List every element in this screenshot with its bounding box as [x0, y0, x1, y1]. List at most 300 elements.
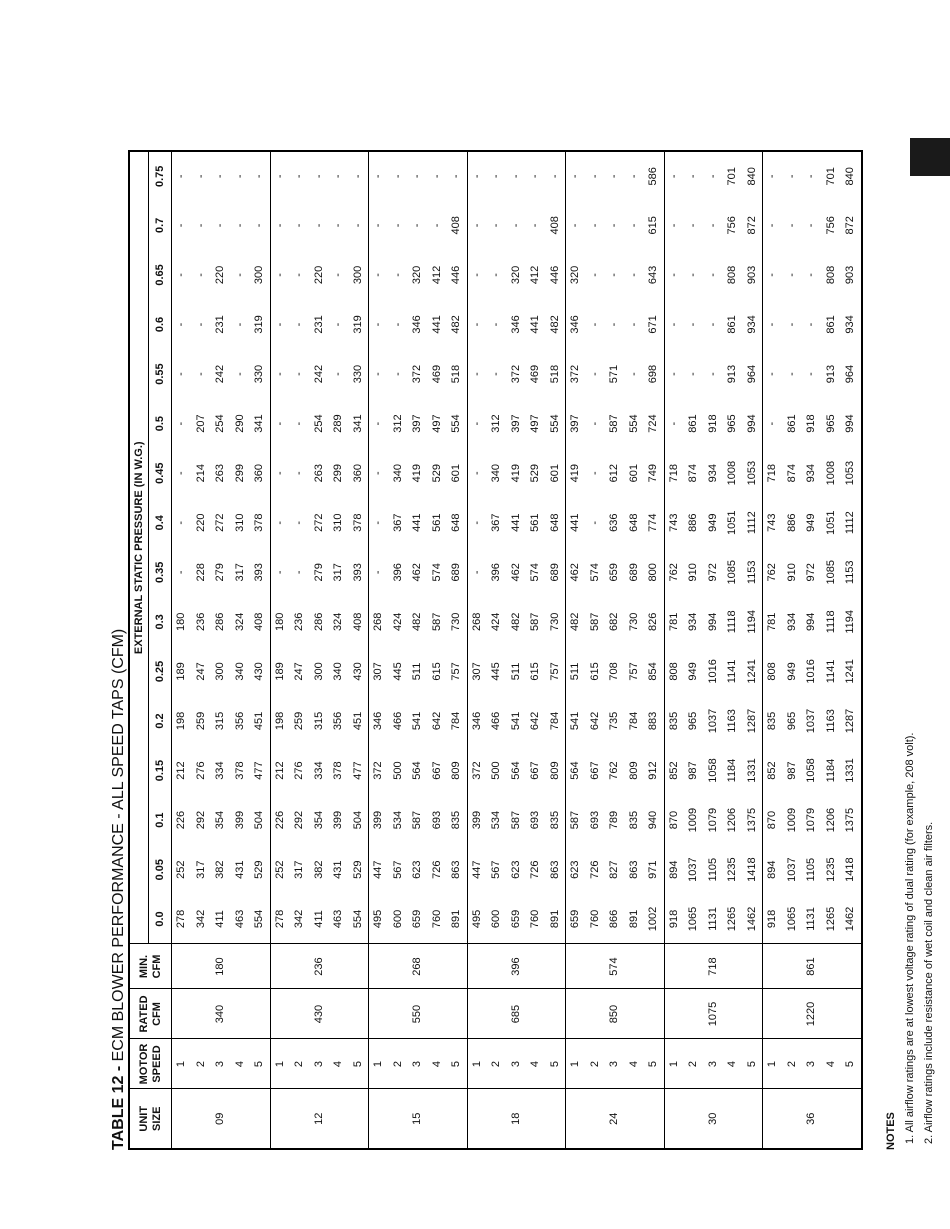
rated-cfm-cell: 850	[566, 989, 665, 1039]
cfm-value-cell: -	[667, 322, 680, 327]
cfm-value-cell: 808	[824, 265, 837, 285]
cfm-value-cell: 809	[546, 746, 566, 796]
cfm-value-cell: 482	[411, 612, 424, 632]
cfm-value-cell: 529	[430, 463, 443, 483]
cfm-value-cell: 408	[447, 201, 467, 251]
cfm-value-cell: 482	[569, 612, 582, 632]
cfm-value-cell: 994	[841, 399, 862, 449]
cfm-value-cell: 534	[490, 810, 503, 830]
motor-speed-cell: 2	[783, 1039, 803, 1089]
cfm-value-cell: 730	[546, 597, 566, 647]
cfm-value-cell: 800	[644, 548, 664, 598]
cfm-value-cell: 534	[391, 810, 404, 830]
cfm-value-cell: 835	[766, 711, 779, 731]
cfm-value-cell: 372	[411, 364, 424, 384]
cfm-value-cell: -	[706, 372, 719, 376]
cfm-value-cell: 214	[194, 463, 207, 483]
cfm-value-cell: 441	[529, 315, 542, 334]
cfm-value-cell: 693	[588, 810, 601, 830]
cfm-value-cell: 808	[766, 662, 779, 681]
cfm-value-cell: 446	[447, 250, 467, 300]
cfm-value-cell: -	[470, 322, 483, 327]
cfm-value-cell: 903	[841, 250, 862, 300]
cfm-value-cell: 874	[687, 463, 700, 483]
cfm-value-cell: 259	[194, 711, 207, 731]
cfm-value-cell: 278	[175, 909, 188, 929]
cfm-value-cell: 397	[569, 414, 582, 433]
cfm-value-cell: 463	[233, 909, 246, 929]
cfm-value-cell: 497	[529, 414, 542, 433]
motor-speed-cell: 4	[625, 1039, 645, 1089]
cfm-value-cell: 252	[273, 860, 286, 879]
cfm-value-cell: 212	[175, 761, 188, 780]
motor-speed-cell: 4	[231, 1039, 251, 1089]
cfm-value-cell: 354	[312, 810, 325, 830]
rated-cfm-cell: 1220	[763, 989, 862, 1039]
pressure-header-cell: 0.15	[149, 746, 172, 796]
cfm-value-cell: 430	[349, 647, 369, 697]
notes-section	[882, 733, 939, 1151]
cfm-value-cell: 518	[546, 349, 566, 399]
cfm-value-cell: -	[766, 372, 779, 376]
cfm-value-cell: 445	[490, 662, 503, 681]
cfm-value-cell: 504	[250, 795, 270, 845]
cfm-value-cell: 891	[546, 894, 566, 944]
cfm-value-cell: -	[372, 322, 385, 327]
cfm-value-cell: 1105	[706, 857, 719, 882]
cfm-value-cell: 356	[233, 711, 246, 731]
cfm-value-cell: -	[293, 570, 306, 575]
cfm-value-cell: 964	[743, 349, 763, 399]
cfm-value-cell: 500	[490, 761, 503, 780]
cfm-value-cell: 870	[766, 810, 779, 830]
cfm-value-cell: 300	[214, 662, 227, 681]
cfm-value-cell: 346	[509, 315, 522, 334]
cfm-value-cell: 689	[447, 548, 467, 598]
cfm-value-cell: 726	[529, 860, 542, 879]
cfm-value-cell: 320	[569, 265, 582, 285]
cfm-value-cell: 601	[627, 463, 640, 483]
cfm-value-cell: -	[805, 273, 818, 277]
motor-speed-cell: 4	[526, 1039, 546, 1089]
cfm-value-cell: -	[470, 421, 483, 426]
cfm-value-cell: 1053	[841, 448, 862, 498]
cfm-value-cell: 315	[214, 711, 227, 731]
cfm-value-cell: -	[214, 223, 227, 228]
cfm-value-cell: 894	[766, 860, 779, 879]
pressure-header-cell: 0.6	[149, 300, 172, 350]
cfm-value-cell: 272	[312, 513, 325, 532]
cfm-value-cell: 469	[430, 364, 443, 384]
cfm-value-cell: -	[608, 322, 621, 327]
cfm-value-cell: -	[175, 471, 188, 475]
cfm-value-cell: 1184	[726, 758, 739, 783]
cfm-value-cell: 207	[194, 414, 207, 433]
cfm-value-cell: -	[372, 471, 385, 475]
cfm-value-cell: 247	[194, 662, 207, 681]
cfm-value-cell: 762	[766, 563, 779, 582]
notes-heading: NOTES	[885, 1112, 897, 1150]
cfm-value-cell: 910	[785, 563, 798, 582]
cfm-value-cell: 529	[349, 845, 369, 895]
cfm-value-cell: 180	[175, 612, 188, 632]
cfm-value-cell: 643	[644, 250, 664, 300]
cfm-value-cell: 324	[332, 612, 345, 632]
cfm-value-cell: 289	[332, 414, 345, 433]
cfm-value-cell: 299	[233, 463, 246, 483]
cfm-value-cell: 236	[293, 612, 306, 632]
cfm-value-cell: 667	[588, 761, 601, 780]
cfm-value-cell: 382	[214, 860, 227, 879]
cfm-value-cell: 1241	[743, 647, 763, 697]
cfm-value-cell: 462	[509, 563, 522, 582]
rated-cfm-cell: 340	[172, 989, 271, 1039]
cfm-value-cell: 396	[490, 563, 503, 582]
cfm-value-cell: 1141	[726, 659, 739, 684]
pressure-header-cell: 0.3	[149, 597, 172, 647]
cfm-value-cell: 411	[312, 910, 325, 928]
cfm-value-cell: 1462	[743, 894, 763, 944]
cfm-value-cell: 615	[529, 662, 542, 681]
cfm-value-cell: 587	[529, 612, 542, 632]
cfm-value-cell: 809	[447, 746, 467, 796]
cfm-value-cell: 1016	[805, 659, 818, 684]
cfm-value-cell: 1009	[687, 807, 700, 833]
cfm-value-cell: 441	[509, 513, 522, 532]
cfm-value-cell: 226	[175, 810, 188, 830]
cfm-value-cell: 965	[687, 711, 700, 731]
cfm-value-cell: 511	[411, 662, 424, 681]
min-cfm-cell: 268	[369, 944, 468, 989]
cfm-value-cell: 1163	[824, 709, 837, 733]
cfm-value-cell: -	[588, 322, 601, 327]
cfm-value-cell: 934	[687, 612, 700, 632]
cfm-value-cell: -	[783, 151, 803, 201]
cfm-value-cell: 760	[588, 909, 601, 929]
motor-speed-cell: 5	[349, 1039, 369, 1089]
cfm-value-cell: 574	[529, 563, 542, 582]
cfm-value-cell: 554	[447, 399, 467, 449]
cfm-value-cell: 330	[250, 349, 270, 399]
cfm-value-cell: -	[273, 322, 286, 327]
cfm-value-cell: 319	[349, 300, 369, 350]
min-cfm-cell: 236	[270, 944, 369, 989]
unit-size-cell: 30	[664, 1089, 763, 1149]
cfm-value-cell: 784	[447, 696, 467, 746]
cfm-value-cell: -	[785, 223, 798, 228]
cfm-value-cell: 254	[214, 414, 227, 433]
cfm-value-cell: 1118	[726, 610, 739, 634]
cfm-value-cell: 279	[214, 563, 227, 582]
cfm-value-cell: -	[372, 273, 385, 277]
cfm-value-cell: 482	[447, 300, 467, 350]
cfm-value-cell: 1131	[706, 907, 719, 931]
motor-speed-cell: 4	[822, 1039, 842, 1089]
cfm-value-cell: 762	[667, 563, 680, 582]
cfm-value-cell: 500	[391, 761, 404, 780]
cfm-value-cell: 903	[743, 250, 763, 300]
cfm-value-cell: 730	[627, 612, 640, 632]
motor-speed-cell: 5	[743, 1039, 763, 1089]
cfm-value-cell: 511	[569, 662, 582, 681]
cfm-value-cell: 431	[332, 860, 345, 879]
cfm-value-cell: 441	[430, 315, 443, 334]
cfm-value-cell: 835	[667, 711, 680, 731]
cfm-value-cell: 949	[687, 662, 700, 681]
cfm-value-cell: 918	[766, 909, 779, 929]
header-rated-cfm: RATED CFM	[129, 989, 172, 1039]
pressure-header-cell: 0.4	[149, 498, 172, 548]
cfm-value-cell: 220	[194, 513, 207, 532]
cfm-value-cell: 341	[250, 399, 270, 449]
cfm-value-cell: 189	[273, 662, 286, 681]
cfm-value-cell: 242	[214, 364, 227, 384]
header-motor-speed: MOTOR SPEED	[129, 1039, 172, 1089]
cfm-value-cell: -	[487, 151, 507, 201]
cfm-value-cell: 781	[766, 612, 779, 632]
cfm-value-cell: 623	[509, 860, 522, 879]
cfm-value-cell: -	[411, 223, 424, 228]
cfm-value-cell: 300	[250, 250, 270, 300]
motor-speed-cell: 1	[763, 1039, 783, 1089]
cfm-value-cell: 1002	[644, 894, 664, 944]
motor-speed-cell: 2	[487, 1039, 507, 1089]
cfm-value-cell: 994	[706, 612, 719, 632]
cfm-value-cell: 659	[411, 909, 424, 929]
cfm-value-cell: -	[605, 151, 625, 201]
cfm-value-cell: -	[667, 223, 680, 228]
motor-speed-cell: 3	[310, 1039, 330, 1089]
cfm-value-cell: -	[588, 372, 601, 376]
cfm-value-cell: -	[625, 151, 645, 201]
cfm-value-cell: 408	[546, 201, 566, 251]
cfm-value-cell: 743	[766, 513, 779, 532]
cfm-value-cell: -	[687, 223, 700, 228]
cfm-value-cell: 1053	[743, 448, 763, 498]
cfm-value-cell: 934	[805, 463, 818, 483]
cfm-value-cell: 334	[214, 761, 227, 780]
cfm-value-cell: 554	[349, 894, 369, 944]
cfm-value-cell: 396	[391, 563, 404, 582]
cfm-value-cell: 826	[644, 597, 664, 647]
cfm-value-cell: 1375	[743, 795, 763, 845]
motor-speed-cell: 1	[467, 1039, 487, 1089]
cfm-value-cell: 861	[687, 414, 700, 433]
cfm-value-cell: 378	[233, 761, 246, 780]
cfm-value-cell: 567	[391, 860, 404, 879]
cfm-value-cell: -	[588, 421, 601, 426]
cfm-value-cell: 718	[766, 463, 779, 483]
cfm-value-cell: -	[250, 151, 270, 201]
header-unit-size: UNIT SIZE	[129, 1089, 172, 1149]
cfm-value-cell: 913	[726, 364, 739, 384]
cfm-value-cell: -	[175, 372, 188, 376]
cfm-value-cell: -	[194, 372, 207, 376]
cfm-value-cell: 231	[214, 315, 227, 334]
cfm-value-cell: -	[273, 223, 286, 228]
cfm-value-cell: -	[332, 372, 345, 376]
cfm-value-cell: 781	[667, 612, 680, 632]
cfm-value-cell: 354	[214, 810, 227, 830]
unit-size-cell: 24	[566, 1089, 665, 1149]
cfm-value-cell: -	[667, 421, 680, 426]
cfm-value-cell: 495	[372, 909, 385, 929]
cfm-value-cell: 286	[312, 612, 325, 632]
cfm-value-cell: 466	[391, 711, 404, 731]
cfm-value-cell: 462	[411, 563, 424, 582]
cfm-value-cell: 541	[569, 711, 582, 731]
cfm-value-cell: 272	[214, 513, 227, 532]
cfm-value-cell: 726	[588, 860, 601, 879]
cfm-value-cell: -	[293, 520, 306, 525]
cfm-value-cell: 342	[293, 909, 306, 929]
cfm-value-cell: -	[470, 471, 483, 475]
cfm-value-cell: -	[785, 372, 798, 376]
cfm-value-cell: -	[408, 151, 428, 201]
table-row	[566, 151, 586, 1149]
cfm-value-cell: -	[766, 322, 779, 327]
cfm-value-cell: -	[805, 372, 818, 376]
cfm-value-cell: 554	[250, 894, 270, 944]
cfm-value-cell: 247	[293, 662, 306, 681]
cfm-value-cell: 268	[372, 612, 385, 632]
cfm-value-cell: 263	[312, 463, 325, 483]
cfm-value-cell: 564	[509, 761, 522, 780]
cfm-value-cell: -	[372, 372, 385, 376]
cfm-value-cell: 399	[332, 810, 345, 830]
cfm-value-cell: 451	[349, 696, 369, 746]
cfm-value-cell: -	[507, 151, 527, 201]
cfm-value-cell: 994	[743, 399, 763, 449]
motor-speed-cell: 5	[644, 1039, 664, 1089]
cfm-value-cell: 393	[250, 548, 270, 598]
cfm-value-cell: 378	[250, 498, 270, 548]
cfm-value-cell: 718	[667, 463, 680, 483]
cfm-value-cell: 601	[447, 448, 467, 498]
motor-speed-cell: 1	[566, 1039, 586, 1089]
cfm-value-cell: 757	[546, 647, 566, 697]
cfm-value-cell: 940	[644, 795, 664, 845]
cfm-value-cell: 693	[430, 810, 443, 830]
cfm-value-cell: 567	[490, 860, 503, 879]
cfm-value-cell: -	[273, 570, 286, 575]
cfm-value-cell: 949	[805, 513, 818, 532]
pressure-header-cell: 0.75	[149, 151, 172, 201]
cfm-value-cell: 180	[273, 612, 286, 632]
cfm-value-cell: 330	[349, 349, 369, 399]
cfm-value-cell: 1065	[785, 906, 798, 932]
cfm-value-cell: -	[349, 201, 369, 251]
cfm-value-cell: 891	[627, 909, 640, 929]
cfm-value-cell: 1079	[805, 807, 818, 833]
cfm-value-cell: -	[805, 223, 818, 228]
cfm-value-cell: 220	[214, 265, 227, 285]
cfm-value-cell: 346	[569, 315, 582, 334]
cfm-value-cell: 835	[546, 795, 566, 845]
cfm-value-cell: 446	[546, 250, 566, 300]
cfm-value-cell: -	[428, 151, 448, 201]
cfm-value-cell: 1085	[824, 560, 837, 585]
motor-speed-cell: 3	[211, 1039, 231, 1089]
pressure-header-cell: 0.35	[149, 548, 172, 598]
cfm-value-cell: 1079	[706, 807, 719, 833]
cfm-value-cell: 852	[766, 761, 779, 780]
cfm-value-cell: 757	[447, 647, 467, 697]
cfm-value-cell: 642	[430, 711, 443, 731]
cfm-value-cell: -	[293, 421, 306, 426]
cfm-value-cell: 808	[667, 662, 680, 681]
unit-size-cell: 18	[467, 1089, 566, 1149]
cfm-value-cell: 1241	[841, 647, 862, 697]
motor-speed-cell: 3	[605, 1039, 625, 1089]
cfm-value-cell: 1118	[824, 610, 837, 634]
cfm-value-cell: 708	[608, 662, 621, 681]
cfm-value-cell: -	[250, 201, 270, 251]
pressure-header-cell: 0.05	[149, 845, 172, 895]
cfm-value-cell: 1037	[687, 857, 700, 882]
cfm-value-cell: -	[273, 273, 286, 277]
cfm-value-cell: 518	[447, 349, 467, 399]
cfm-value-cell: 863	[447, 845, 467, 895]
cfm-value-cell: 587	[411, 810, 424, 830]
cfm-value-cell: 340	[490, 463, 503, 483]
cfm-value-cell: -	[664, 151, 684, 201]
rated-cfm-cell: 685	[467, 989, 566, 1039]
cfm-value-cell: -	[372, 223, 385, 228]
cfm-value-cell: 254	[312, 414, 325, 433]
pressure-header-cell: 0.2	[149, 696, 172, 746]
cfm-value-cell: -	[588, 471, 601, 475]
cfm-value-cell: 934	[841, 300, 862, 350]
cfm-value-cell: 894	[667, 860, 680, 879]
cfm-value-cell: -	[372, 570, 385, 575]
performance-table-body	[172, 151, 862, 1149]
cfm-value-cell: 372	[569, 364, 582, 384]
cfm-value-cell: 689	[546, 548, 566, 598]
cfm-value-cell: 1085	[726, 560, 739, 585]
cfm-value-cell: 1375	[841, 795, 862, 845]
cfm-value-cell: -	[687, 322, 700, 327]
cfm-value-cell: 561	[529, 513, 542, 532]
cfm-value-cell: 307	[372, 662, 385, 681]
cfm-value-cell: 972	[706, 563, 719, 582]
cfm-value-cell: 827	[608, 860, 621, 879]
cfm-value-cell: 861	[824, 315, 837, 334]
cfm-value-cell: -	[310, 151, 330, 201]
pressure-header-cell: 0.7	[149, 201, 172, 251]
pressure-header-cell: 0.45	[149, 448, 172, 498]
cfm-value-cell: 317	[293, 860, 306, 879]
cfm-value-cell: -	[332, 223, 345, 228]
cfm-value-cell: 1235	[726, 857, 739, 882]
cfm-value-cell: 451	[250, 696, 270, 746]
cfm-value-cell: 554	[627, 414, 640, 433]
cfm-value-cell: -	[667, 273, 680, 277]
cfm-value-cell: -	[546, 151, 566, 201]
motor-speed-cell: 4	[329, 1039, 349, 1089]
cfm-value-cell: 529	[250, 845, 270, 895]
cfm-value-cell: 198	[273, 711, 286, 731]
cfm-value-cell: 360	[349, 448, 369, 498]
cfm-value-cell: 648	[447, 498, 467, 548]
cfm-value-cell: -	[233, 223, 246, 228]
cfm-value-cell: 965	[824, 414, 837, 433]
cfm-value-cell: 574	[588, 563, 601, 582]
cfm-value-cell: -	[529, 223, 542, 228]
table-title	[110, 629, 128, 1150]
cfm-value-cell: -	[329, 151, 349, 201]
cfm-value-cell: 784	[627, 711, 640, 731]
